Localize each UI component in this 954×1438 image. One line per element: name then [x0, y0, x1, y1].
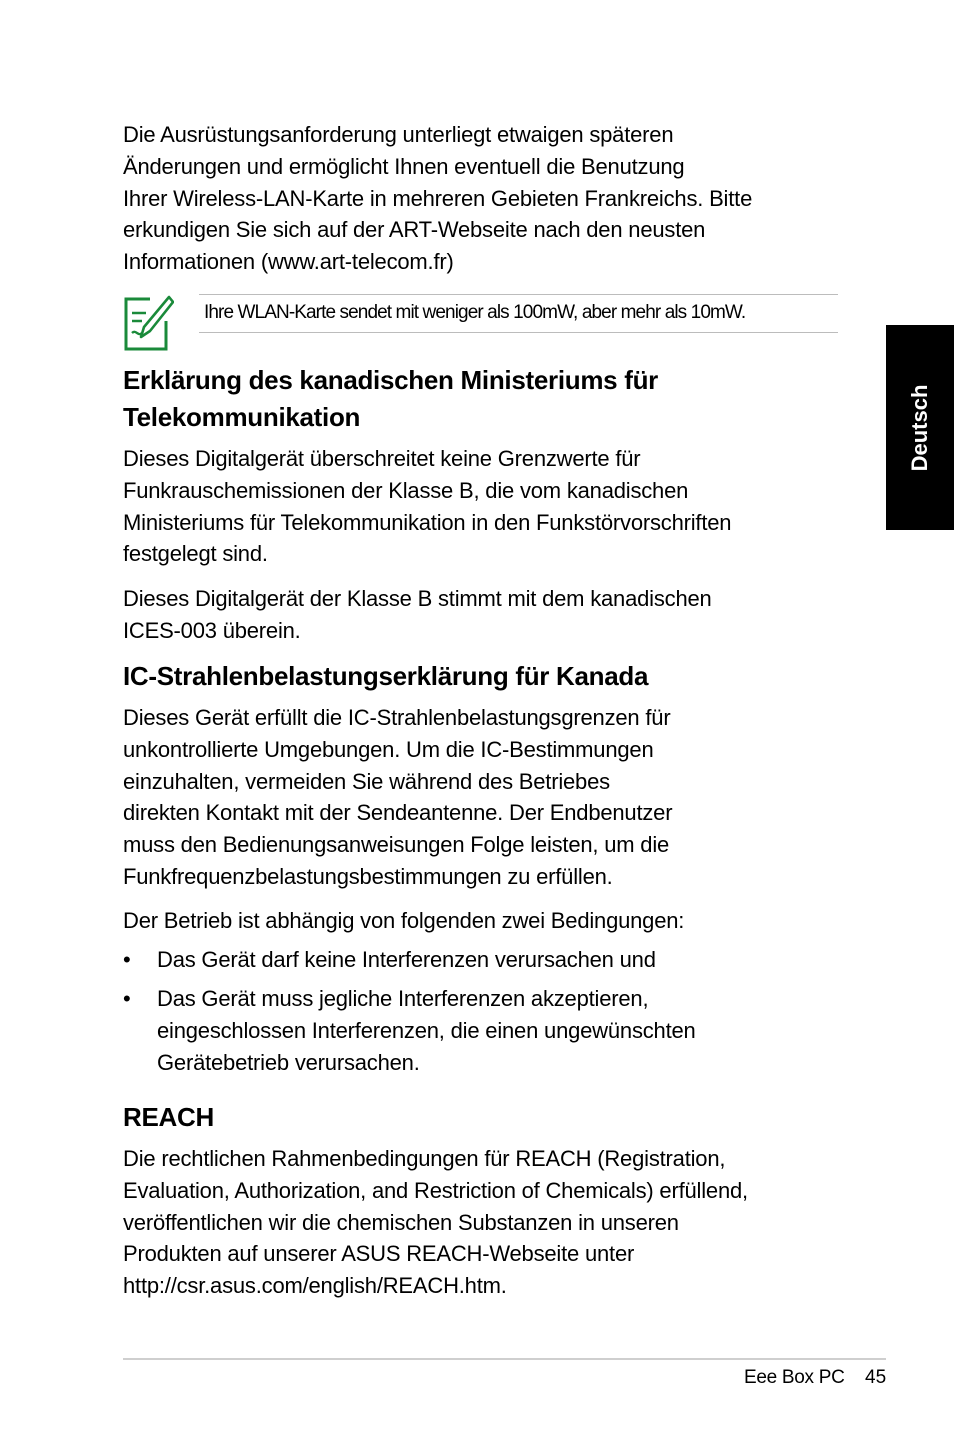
heading-line: REACH: [123, 1102, 214, 1132]
text-line: erkundigen Sie sich auf der ART-Webseite nach den neusten: [123, 217, 706, 243]
text-line: unkontrollierte Umgebungen. Um die IC-Bestimmungen: [123, 736, 654, 762]
footer-divider: [123, 1358, 886, 1360]
text-line: Der Betrieb ist abhängig von folgenden zwei Bedingungen:: [123, 908, 685, 933]
text-line: Ihrer Wireless-LAN-Karte in mehreren Gebieten Frankreichs. Bitte: [123, 185, 753, 211]
language-side-tab: [886, 325, 954, 530]
text-line: Die Ausrüstungsanforderung unterliegt etwaigen späteren: [123, 122, 674, 147]
text-line: Produkten auf unserer ASUS REACH-Webseite unter: [123, 1241, 635, 1267]
bullet-marker: •: [123, 986, 131, 1011]
heading-ic-exposure: [123, 658, 648, 695]
intro-paragraph: [123, 119, 752, 278]
text-line: Die rechtlichen Rahmenbedingungen für REACH (Registration,: [123, 1146, 726, 1171]
note-text: Ihre WLAN-Karte sendet mit weniger als 100mW, aber mehr als 10mW.: [204, 302, 746, 323]
heading-canada-ministry: [123, 362, 658, 436]
canada-paragraph-2: [123, 583, 712, 647]
heading-line: Telekommunikation: [123, 402, 361, 432]
text-line: Funkrauschemissionen der Klasse B, die vom kanadischen: [123, 477, 689, 503]
text-line: http://csr.asus.com/english/REACH.htm.: [123, 1273, 507, 1299]
footer-page-number: 45: [865, 1367, 887, 1388]
text-line: festgelegt sind.: [123, 541, 268, 567]
text-line: Funkfrequenzbelastungsbestimmungen zu erfüllen.: [123, 863, 613, 889]
text-line: muss den Bedienungsanweisungen Folge leisten, um die: [123, 832, 670, 858]
bullet-marker: •: [123, 947, 131, 972]
canada-paragraph-1: [123, 443, 731, 570]
heading-line: Erklärung des kanadischen Ministeriums für: [123, 365, 659, 395]
text-line: Änderungen und ermöglicht Ihnen eventuell die Benutzung: [123, 153, 685, 179]
text-line: direkten Kontakt mit der Sendeantenne. Der Endbenutzer: [123, 800, 673, 826]
ic-paragraph-1: [123, 702, 672, 893]
reach-paragraph: [123, 1143, 748, 1302]
text-line: eingeschlossen Interferenzen, die einen ungewünschten: [157, 1017, 696, 1043]
heading-line: IC-Strahlenbelastungserklärung für Kanada: [123, 661, 649, 691]
text-line: Dieses Digitalgerät der Klasse B stimmt mit dem kanadischen: [123, 586, 712, 611]
note-pencil-icon: [122, 293, 174, 353]
language-tab-label: Deutsch: [907, 384, 932, 471]
bullet-item-2: [157, 983, 696, 1078]
text-line: Informationen (www.art-telecom.fr): [123, 249, 454, 275]
heading-reach: [123, 1099, 214, 1136]
text-line: Das Gerät darf keine Interferenzen verursachen und: [157, 947, 656, 972]
ic-paragraph-2: [123, 905, 684, 937]
note-box: [199, 294, 838, 333]
text-line: Ministeriums für Telekommunikation in den Funkstörvorschriften: [123, 509, 732, 535]
text-line: veröffentlichen wir die chemischen Substanzen in unseren: [123, 1209, 679, 1235]
text-line: Dieses Digitalgerät überschreitet keine Grenzwerte für: [123, 446, 641, 471]
bullet-item-1: [157, 944, 656, 976]
text-line: Das Gerät muss jegliche Interferenzen akzeptieren,: [157, 986, 649, 1011]
text-line: Gerätebetrieb verursachen.: [157, 1049, 420, 1075]
text-line: einzuhalten, vermeiden Sie während des Betriebes: [123, 768, 610, 794]
text-line: Dieses Gerät erfüllt die IC-Strahlenbelastungsgrenzen für: [123, 705, 671, 730]
footer-product-name: Eee Box PC: [744, 1367, 845, 1388]
text-line: Evaluation, Authorization, and Restriction of Chemicals) erfüllend,: [123, 1177, 748, 1203]
text-line: ICES-003 überein.: [123, 617, 301, 643]
